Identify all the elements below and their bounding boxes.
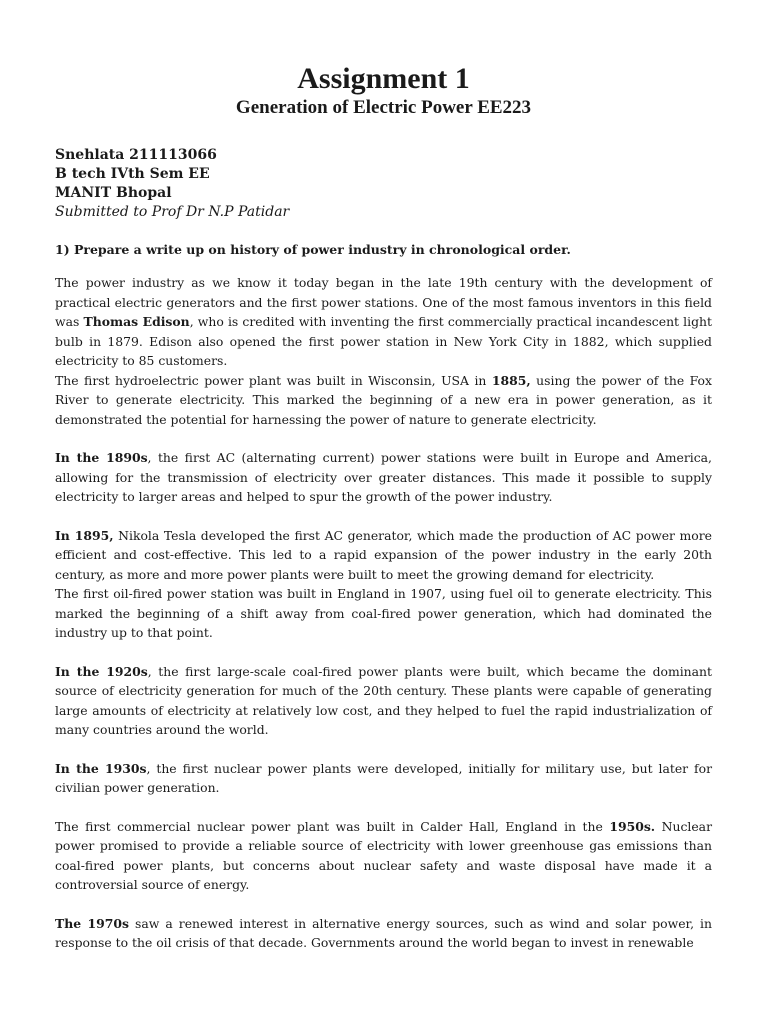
document-title: Assignment 1 [297,62,470,95]
paragraph-1950s: The first commercial nuclear power plant was built in Calder Hall, England in the 1950s. Nuclear power promised to provide a reliable source of electricity with lower greenhouse gas emissions than coal-fired power plants, but concerns about nuclear safety and waste disposal have made it a controversial source of energy. [55,818,712,892]
bold-1950s: 1950s. [609,818,656,834]
bold-1930s: In the 1930s [55,760,147,776]
paragraph-1895: In 1895, Nikola Tesla developed the first AC generator, which made the production of AC power more efficient and cost-effective. This led to a rapid expansion of the power industry in the early 20th century, as more and more power plants were built to meet the growing demand for electricity. [55,527,712,582]
bold-1920s: In the 1920s [55,663,148,679]
document-page [55,62,712,953]
paragraph-1970s: The 1970s saw a renewed interest in alternative energy sources, such as wind and solar power, in response to the oil crisis of that decade. Governments around the world began to invest in renewable [55,915,713,950]
bold-1885: 1885, [491,372,531,388]
author-name-id: Snehlata 211113066 [55,147,217,163]
author-block [55,146,712,222]
submitted-to: Submitted to Prof Dr N.P Patidar [55,204,290,220]
document-subtitle: Generation of Electric Power EE223 [235,97,532,118]
author-institute: MANIT Bhopal [55,185,172,201]
paragraph-edison: The power industry as we know it today began in the late 19th century with the development of practical electric generators and the first power stations. One of the most famous inventors in this field was Thomas Edison, who is credited with inventing the first commercially practical incandescent light bulb in 1879. Edison also opened the first power station in New York City in 1882, which supplied electricity to 85 customers. [55,275,712,368]
bold-edison: Thomas Edison [83,314,190,329]
bold-1970s: The 1970s [55,915,129,931]
author-program: B tech IVth Sem EE [55,166,210,182]
paragraph-oil-fired: The first oil-fired power station was built in England in 1907, using fuel oil to generate electricity. This marked the beginning of a shift away from coal-fired power generation, which had dominated the industry up to that point. [55,586,712,640]
paragraph-hydroelectric: The first hydroelectric power plant was built in Wisconsin, USA in 1885, using the power of the Fox River to generate electricity. This marked the beginning of a new era in power generation, as it demonstrated the potential for harnessing the power of nature to generate electricity. [55,372,712,427]
paragraph-1920s: In the 1920s, the first large-scale coal-fired power plants were built, which became the dominant source of electricity generation for much of the 20th century. These plants were capable of generating large amounts of electricity at relatively low cost, and they helped to fuel the rapid industrialization of many countries around the world. [55,663,713,737]
bold-1890s: In the 1890s [55,450,148,465]
question-heading: 1) Prepare a write up on history of power industry in chronological order. [55,242,571,257]
paragraph-1930s: In the 1930s, the first nuclear power plants were developed, initially for military use, but later for civilian power generation. [55,760,712,795]
paragraph-1890s: In the 1890s, the first AC (alternating current) power stations were built in Europe and America, allowing for the transmission of electricity over greater distances. This made it possible to supply electricity to larger areas and helped to spur the growth of the power industry. [55,450,712,504]
bold-1895: In 1895, [55,527,114,543]
